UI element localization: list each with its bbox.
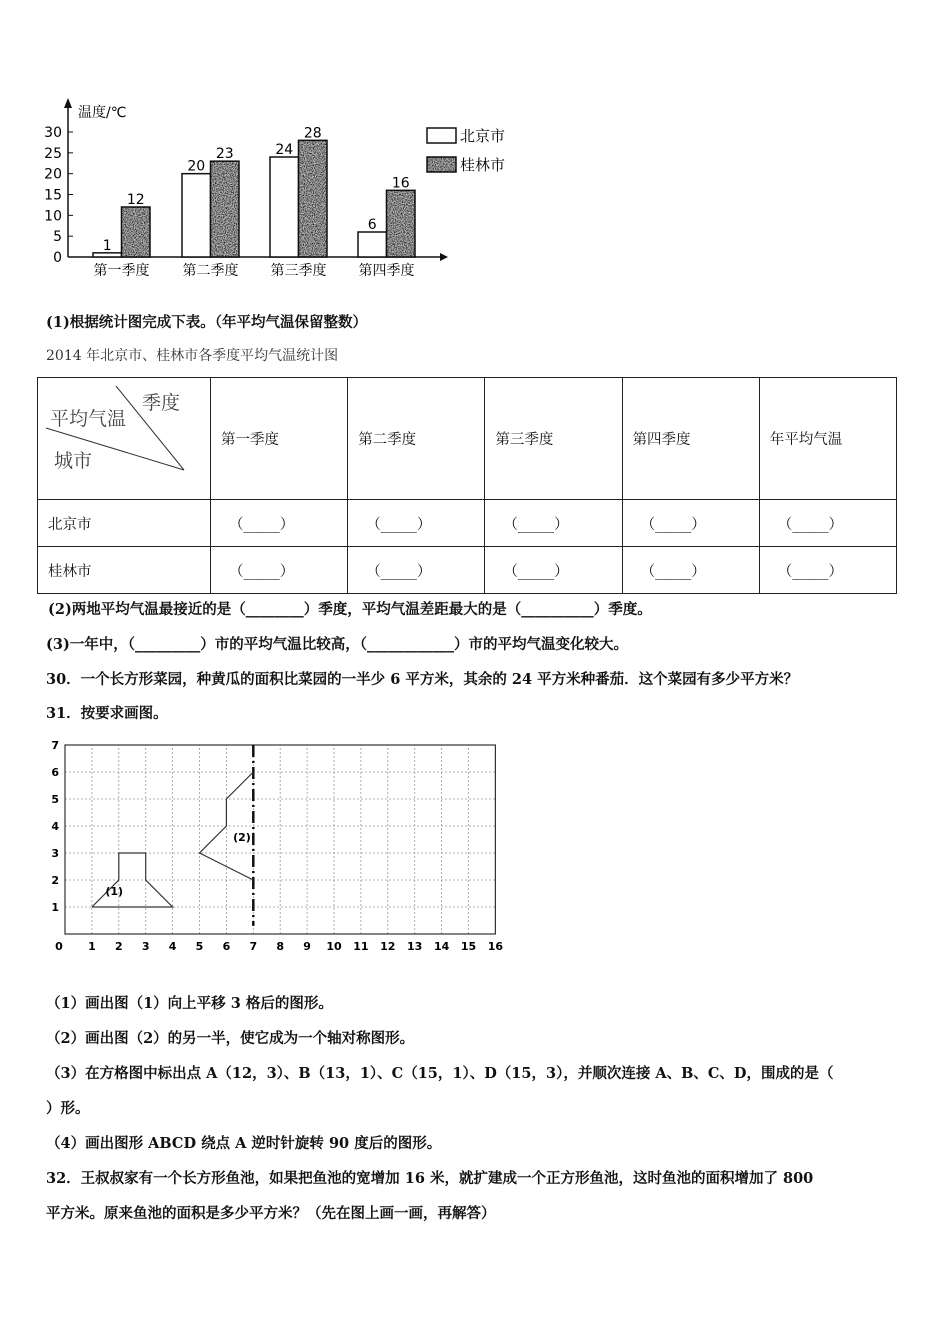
x-tick-label: 14 <box>433 940 450 953</box>
subtask-3-end: ）形。 <box>46 1100 90 1117</box>
header-cell: 第四季度 <box>622 378 759 500</box>
x-tick-label: 9 <box>303 940 311 953</box>
diagonal-lines <box>38 378 220 499</box>
blank-text: （_____） <box>777 563 843 580</box>
x-tick-label: 6 <box>222 940 231 953</box>
bar-texture <box>299 140 328 257</box>
diagonal-header-cell <box>38 378 211 500</box>
diag-season: 季度 <box>142 392 181 414</box>
blank-text: （_____） <box>366 563 432 580</box>
bar-value-label: 6 <box>367 217 377 233</box>
y-tick-label: 10 <box>44 208 62 225</box>
answer-blank[interactable] <box>485 500 622 547</box>
y-tick-label: 25 <box>44 145 62 162</box>
x-tick-label: 4 <box>168 940 177 953</box>
header-cell: 第一季度 <box>211 378 348 500</box>
answer-blank[interactable] <box>759 500 896 547</box>
x-tick-label: 第三季度 <box>270 263 327 279</box>
subtask-3: （3）在方格图中标出点 A（12，3）、B（13，1）、C（15，1）、D（15，3），并顺次连接 A、B、C、D，围成的是（ <box>46 1065 834 1082</box>
x-tick-label: 8 <box>276 940 285 953</box>
header-cell: 第二季度 <box>348 378 485 500</box>
y-tick-label: 5 <box>51 793 59 806</box>
x-tick-label: 15 <box>460 940 477 953</box>
x-tick-label: 7 <box>249 940 258 953</box>
bar-chart <box>0 90 540 290</box>
shape-1-label: (1) <box>105 884 124 898</box>
answer-blank[interactable] <box>211 547 348 594</box>
answer-blank[interactable] <box>622 547 759 594</box>
answer-blank[interactable] <box>211 500 348 547</box>
bar-texture <box>122 207 151 257</box>
bar-北京市 <box>358 232 387 257</box>
blank-text: （_____） <box>229 516 295 533</box>
y-tick-label: 6 <box>51 766 59 779</box>
bar-texture <box>211 161 240 257</box>
problem-30: 30．一个长方形菜园，种黄瓜的面积比菜园的一半少 6 平方米，其余的 24 平方米种番茄．这个菜园有多少平方米？ <box>46 671 799 688</box>
diag-temp: 平均气温 <box>50 408 127 430</box>
temperature-table <box>37 377 897 594</box>
city-cell: 桂林市 <box>38 547 211 594</box>
y-axis-label: 温度/℃ <box>78 105 127 121</box>
bar-texture <box>387 190 416 257</box>
city-cell: 北京市 <box>38 500 211 547</box>
question-3: (3)一年中，（_________）市的平均气温比较高，（____________）市的平均气温变化较大。 <box>46 636 629 653</box>
y-tick-label: 30 <box>44 125 62 141</box>
blank-text: （_____） <box>777 516 843 533</box>
bar-value-label: 24 <box>275 142 294 158</box>
bar-value-label: 28 <box>303 125 322 142</box>
answer-blank[interactable] <box>622 500 759 547</box>
y-tick-label: 1 <box>51 901 59 914</box>
shape-2-label: (2) <box>233 830 251 844</box>
x-tick-label: 5 <box>195 940 204 953</box>
blank-text: （_____） <box>640 563 706 580</box>
bar-北京市 <box>182 174 211 257</box>
x-tick-label: 第二季度 <box>182 263 239 279</box>
x-tick-label: 2 <box>114 940 123 953</box>
legend-texture <box>427 157 456 172</box>
legend-label: 北京市 <box>460 127 506 145</box>
problem-32-cont: 平方米。原来鱼池的面积是多少平方米？（先在图上画一画，再解答） <box>46 1205 496 1222</box>
y-tick-label: 2 <box>51 874 59 887</box>
y-tick-label: 15 <box>44 187 62 204</box>
x-tick-label: 13 <box>407 940 423 953</box>
question-2: (2)两地平均气温最接近的是（________）季度，平均气温差距最大的是（__________）季度。 <box>48 601 652 618</box>
x-tick-label: 1 <box>88 940 96 953</box>
header-cell: 第三季度 <box>485 378 622 500</box>
y-tick-label: 0 <box>53 250 62 266</box>
x-axis-arrow <box>440 253 448 261</box>
blank-text: （_____） <box>503 563 569 580</box>
question-1: (1)根据统计图完成下表。（年平均气温保留整数） <box>46 314 368 331</box>
header-cell: 年平均气温 <box>759 378 896 500</box>
bar-value-label: 23 <box>215 146 234 163</box>
table-caption: 2014 年北京市、桂林市各季度平均气温统计图 <box>46 348 339 364</box>
x-tick-label: 第一季度 <box>93 263 150 279</box>
x-tick-label: 16 <box>487 940 504 953</box>
answer-blank[interactable] <box>759 547 896 594</box>
answer-blank[interactable] <box>485 547 622 594</box>
table-row <box>38 547 897 594</box>
y-axis-arrow <box>64 98 72 108</box>
blank-text: （_____） <box>229 563 295 580</box>
bar-value-label: 20 <box>187 158 206 175</box>
bar-北京市 <box>270 157 299 257</box>
x-tick-label: 10 <box>326 940 342 953</box>
blank-text: （_____） <box>640 516 706 533</box>
bar-value-label: 1 <box>102 237 112 254</box>
subtask-2: （2）画出图（2）的另一半，使它成为一个轴对称图形。 <box>46 1030 415 1047</box>
x-tick-label: 第四季度 <box>358 263 415 279</box>
y-tick-label: 7 <box>51 739 59 752</box>
blank-text: （_____） <box>503 516 569 533</box>
y-tick-label: 4 <box>51 820 59 833</box>
x-tick-label: 12 <box>380 940 396 953</box>
x-tick-label: 3 <box>141 940 150 953</box>
y-tick-label: 3 <box>51 847 59 860</box>
x-tick-label: 11 <box>353 940 369 953</box>
problem-31: 31．按要求画图。 <box>46 705 168 722</box>
table-row <box>38 500 897 547</box>
y-tick-label: 5 <box>53 229 62 246</box>
problem-32: 32．王叔叔家有一个长方形鱼池，如果把鱼池的宽增加 16 米，就扩建成一个正方形鱼池，这时鱼池的面积增加了 800 <box>46 1170 814 1187</box>
blank-text: （_____） <box>366 516 432 533</box>
subtask-4: （4）画出图形 ABCD 绕点 A 逆时针旋转 90 度后的图形。 <box>46 1135 442 1152</box>
answer-blank[interactable] <box>348 547 485 594</box>
bar-value-label: 12 <box>126 192 145 208</box>
bar-value-label: 16 <box>391 175 410 192</box>
subtask-1: （1）画出图（1）向上平移 3 格后的图形。 <box>46 995 333 1012</box>
y-tick-label: 20 <box>44 166 62 183</box>
legend-label: 桂林市 <box>460 156 506 174</box>
shape-1 <box>92 853 173 907</box>
x-tick-label: 0 <box>55 940 63 953</box>
diag-city: 城市 <box>54 450 93 472</box>
grid-chart <box>0 730 520 960</box>
answer-blank[interactable] <box>348 500 485 547</box>
legend-swatch <box>427 128 456 143</box>
